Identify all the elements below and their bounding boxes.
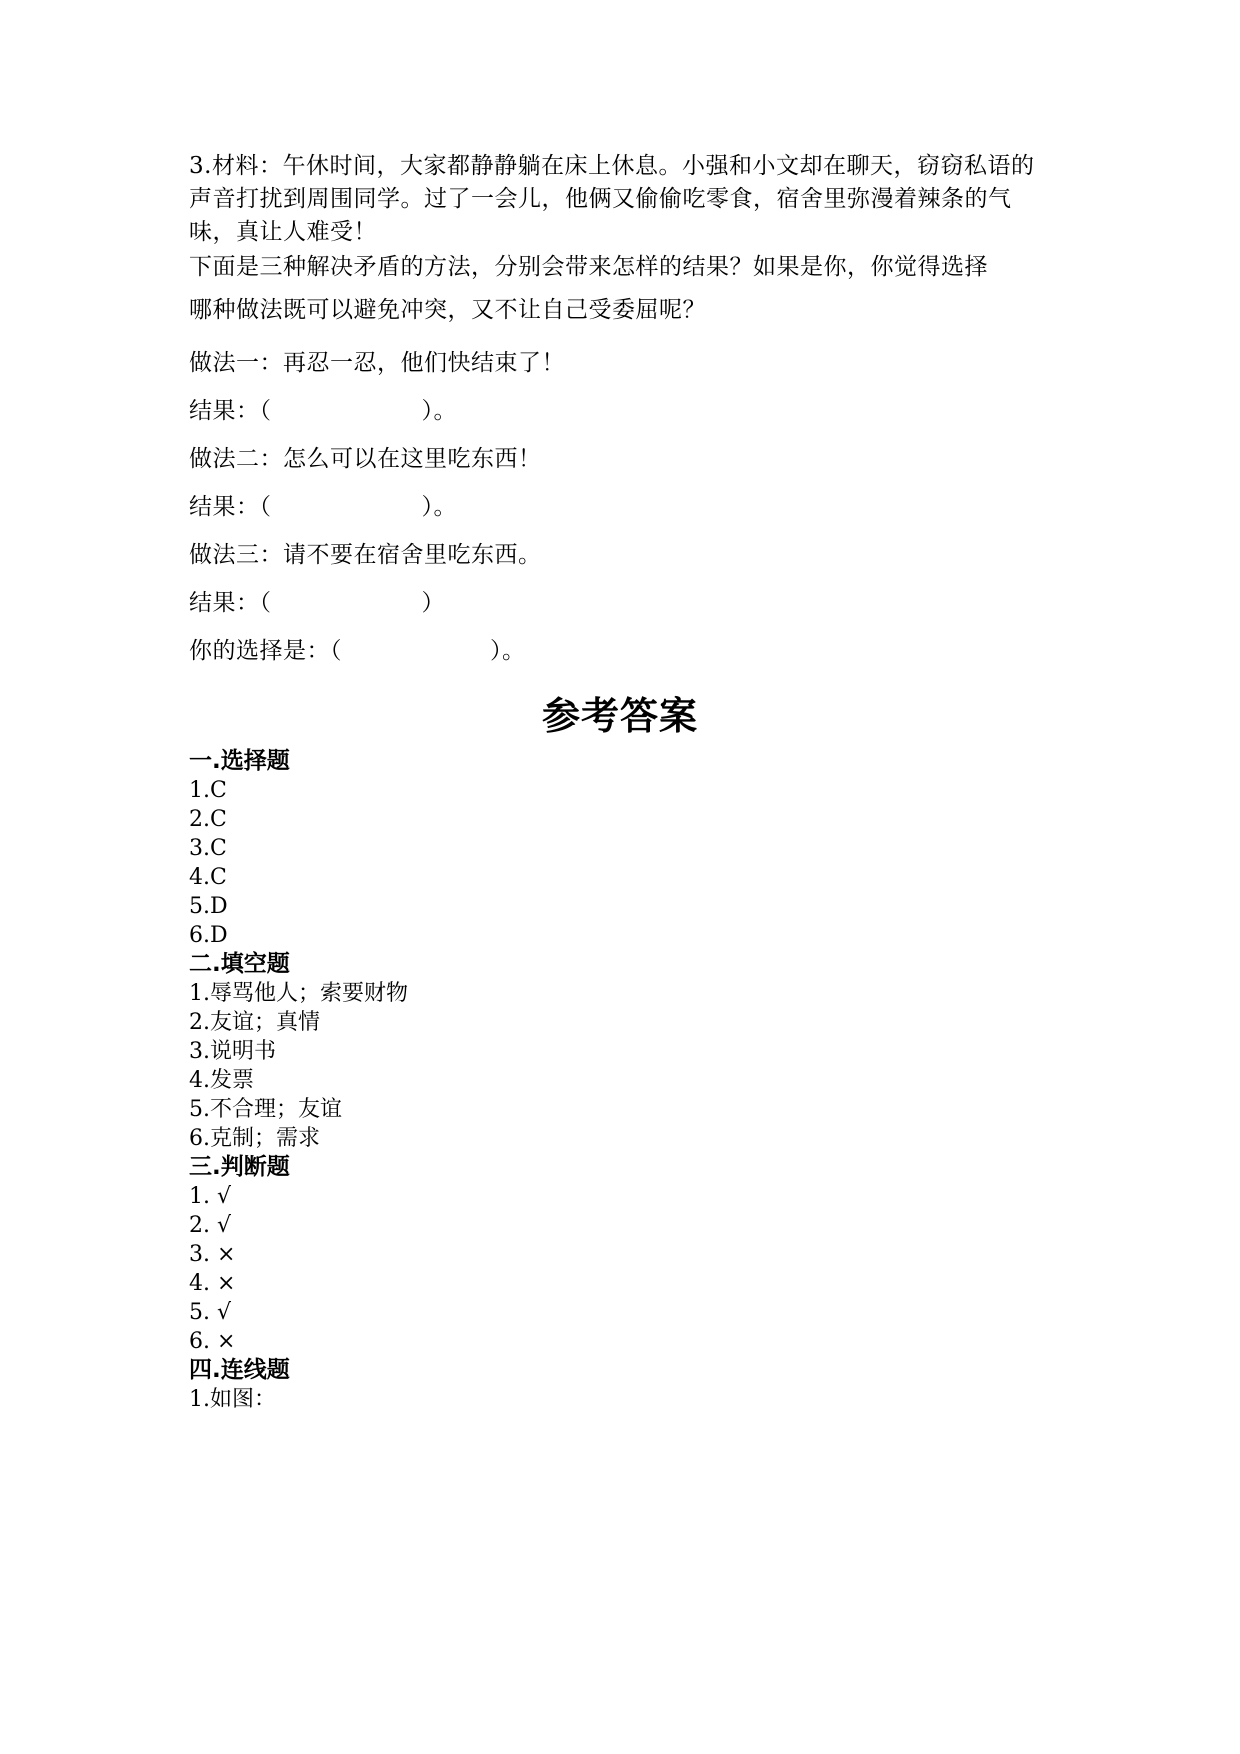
choice-line (189, 627, 1051, 675)
answer-item: 2.C (189, 807, 227, 832)
answer-section-3 (189, 1153, 1051, 1356)
choice-open: 你的选择是：（ (189, 638, 342, 664)
material-paragraph: 3.材料：午休时间，大家都静静躺在床上休息。小强和小文却在聊天，窃窃私语的声音打扰到周围同学。过了一会儿，他俩又偷偷吃零食，宿舍里弥漫着辣条的气味，真让人难受！ (189, 153, 1035, 245)
answer-section-4 (189, 1356, 1051, 1414)
method-2: 做法二：怎么可以在这里吃东西！ (189, 446, 542, 472)
result-2-open: 结果：（ (189, 494, 272, 520)
answer-item: 1.C (189, 778, 227, 803)
method-1: 做法一：再忍一忍，他们快结束了！ (189, 350, 565, 376)
answer-item: 4.C (189, 865, 227, 890)
methods-block (189, 339, 1051, 675)
result-1-open: 结果：（ (189, 398, 272, 424)
answer-item: 4.发票 (189, 1068, 254, 1093)
result-1-close: ）。 (421, 398, 457, 424)
section-title: 三.判断题 (189, 1154, 290, 1180)
method-3: 做法三：请不要在宿舍里吃东西。 (189, 542, 542, 568)
answer-item: 5.D (189, 894, 228, 919)
prompt-line-1: 下面是三种解决矛盾的方法，分别会带来怎样的结果？如果是你，你觉得选择 (189, 254, 988, 280)
answer-item: 3.C (189, 836, 227, 861)
answer-item: 2. √ (189, 1213, 232, 1238)
result-2 (189, 483, 1051, 531)
answer-item: 6. × (189, 1329, 236, 1354)
answer-item: 1.如图： (189, 1387, 276, 1412)
answer-item: 3. × (189, 1242, 236, 1267)
result-3-close: ） (421, 590, 445, 616)
answer-item: 5. √ (189, 1300, 232, 1325)
section-title: 四.连线题 (189, 1357, 290, 1383)
answer-section-1 (189, 747, 1051, 950)
answer-item: 1.辱骂他人；索要财物 (189, 981, 408, 1006)
prompt-line-2: 哪种做法既可以避免冲突，又不让自己受委屈呢？ (189, 297, 706, 323)
answer-item: 5.不合理；友谊 (189, 1097, 342, 1122)
choice-close: ）。 (490, 638, 526, 664)
worksheet-page (189, 150, 1051, 1414)
result-3-open: 结果：（ (189, 590, 272, 616)
result-2-close: ）。 (421, 494, 457, 520)
answer-item: 6.克制；需求 (189, 1126, 320, 1151)
answer-item: 2.友谊；真情 (189, 1010, 320, 1035)
answer-section-2 (189, 950, 1051, 1153)
answer-item: 6.D (189, 923, 228, 948)
answer-key-title: 参考答案 (541, 693, 698, 738)
section-title: 一.选择题 (189, 748, 290, 774)
section-title: 二.填空题 (189, 951, 290, 977)
result-1 (189, 387, 1051, 435)
answer-item: 1. √ (189, 1184, 232, 1209)
answer-item: 4. × (189, 1271, 236, 1296)
result-3 (189, 579, 1051, 627)
answer-item: 3.说明书 (189, 1039, 276, 1064)
